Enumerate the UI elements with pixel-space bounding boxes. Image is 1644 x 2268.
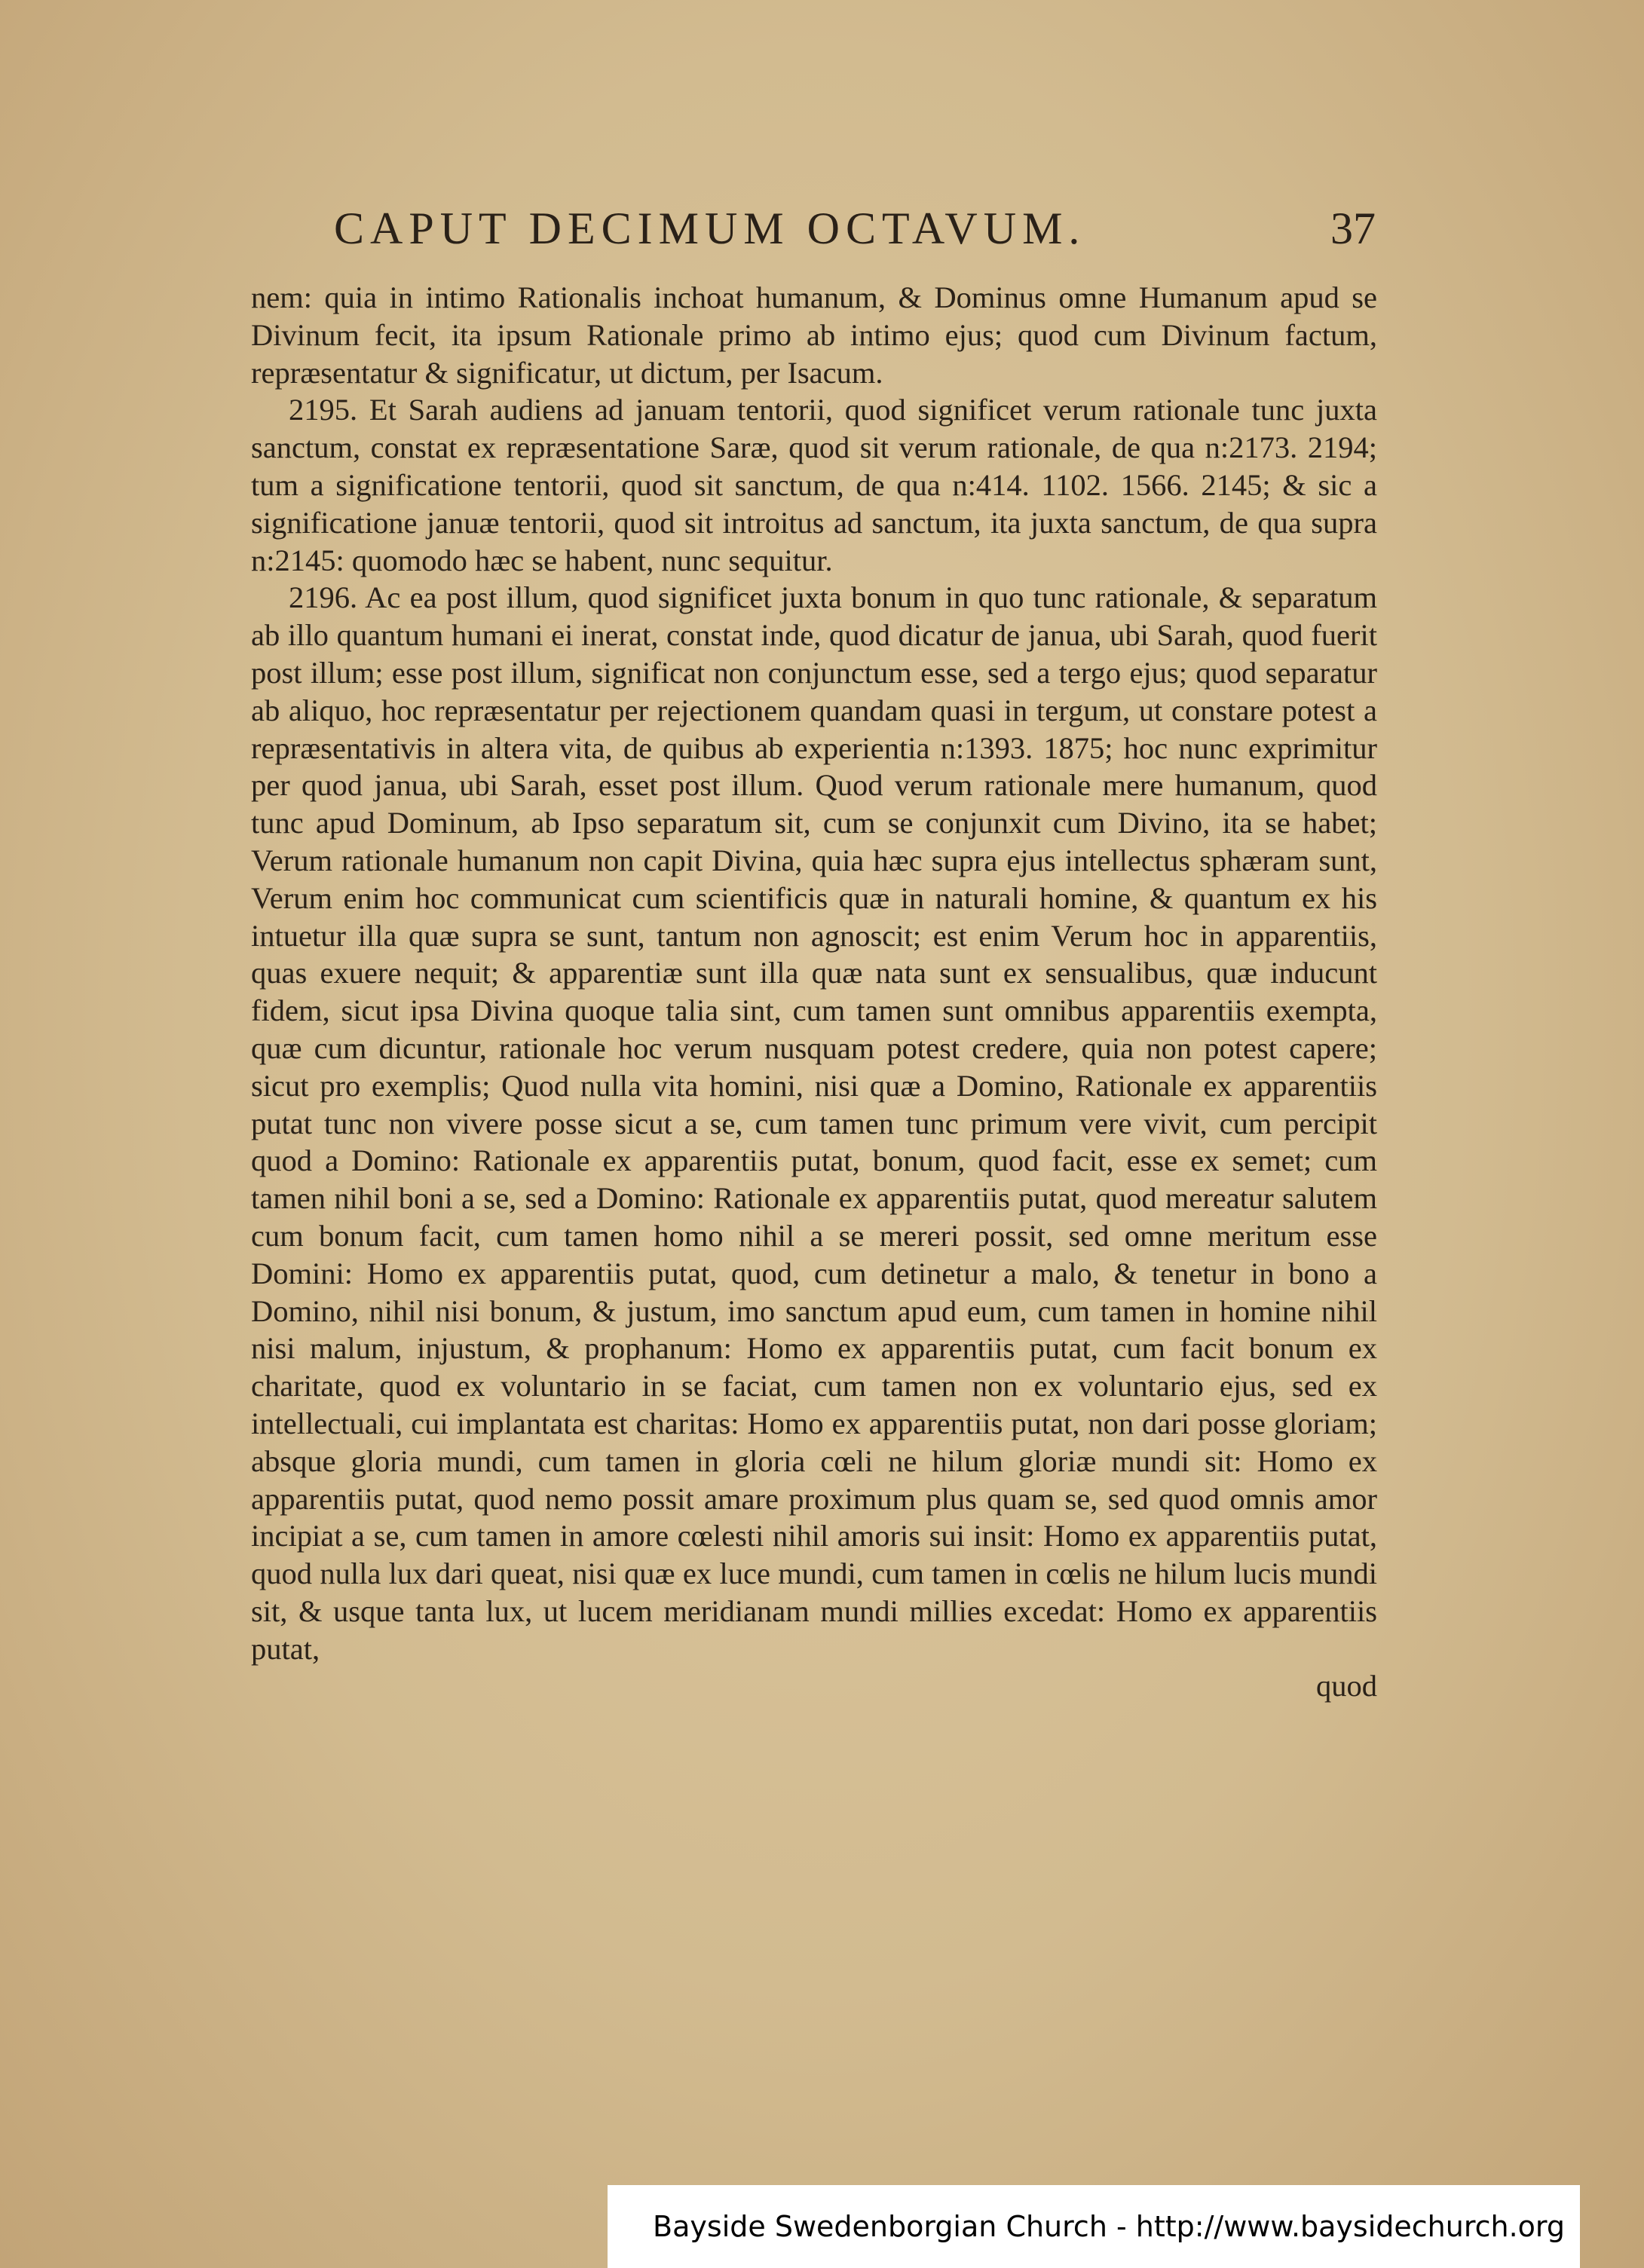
page-header [253,194,1376,262]
source-credit-text: Bayside Swedenborgian Church - http://www.baysidechurch.org [653,2210,1565,2243]
paragraph-2195: 2195. Et Sarah audiens ad januam tentorii, quod significet verum rationale tunc juxta sanctum, constat ex repræsentatione Saræ, quod sit verum rationale, de qua n:2173. 2194; tum a significatione tentorii, quod sit sanctum, de qua n:414. 1102. 1566. 2145; & sic a significatione januæ tentorii, quod sit introitus ad sanctum, ita juxta sanctum, de qua supra n:2145: quomodo hæc se habent, nunc sequitur. [251,393,1377,577]
running-title: CAPUT DECIMUM OCTAVUM. [334,204,1086,253]
catchword: quod [1316,1669,1377,1703]
page-number: 37 [1330,204,1376,253]
paragraph-2196: 2196. Ac ea post illum, quod significet juxta bonum in quo tunc rationale, & separatum ab illo quantum humani ei inerat, constat inde, quod dicatur de janua, ubi Sarah, quod fuerit post illum; esse post illum, significat non conjunctum esse, sed a tergo ejus; quod separatur ab aliquo, hoc repræsentatur per rejectionem quandam quasi in tergum, ut constare potest a repræsentativis in altera vita, de quibus ab experientia n:1393. 1875; hoc nunc exprimitur per quod janua, ubi Sarah, esset post illum. Quod verum rationale mere humanum, quod tunc apud Dominum, ab Ipso separatum sit, cum se conjunxit cum Divino, ita se habet; Verum rationale humanum non capit Divina, quia hæc supra ejus intellectus sphæram sunt, Verum enim hoc communicat cum scientificis quæ in naturali homine, & quantum ex his intuetur illa quæ supra se sunt, tantum non agnoscit; est enim Verum hoc in apparentiis, quas exuere nequit; & apparentiæ sunt illa quæ nata sunt ex sensualibus, quæ inducunt fidem, sicut ipsa Divina quoque talia sint, cum tamen sunt omnibus apparentiis exempta, quæ cum dicuntur, rationale hoc verum nusquam potest credere, quia non potest capere; sicut pro exemplis; Quod nulla vita homini, nisi quæ a Domino, Rationale ex apparentiis putat tunc non vivere posse sicut a se, cum tamen tunc primum vere vivit, cum percipit quod a Domino: Rationale ex apparentiis putat, bonum, quod facit, esse ex semet; cum tamen nihil boni a se, sed a Domino: Rationale ex apparentiis putat, quod mereatur salutem cum bonum facit, cum tamen homo nihil a se mereri possit, sed omne meritum esse Domini: Homo ex apparentiis putat, quod, cum detinetur a malo, & tenetur in bono a Domino, nihil nisi bonum, & justum, imo sanctum apud eum, cum tamen in homine nihil nisi malum, injustum, & prophanum: Homo ex apparentiis putat, cum facit bonum ex charitate, quod ex voluntario in se faciat, cum tamen non ex voluntario ejus, sed ex intellectuali, cui implantata est charitas: Homo ex apparentiis putat, non dari posse gloriam; absque gloria mundi, cum tamen in gloria cœli ne hilum gloriæ mundi sit: Homo ex apparentiis putat, quod nemo possit amare proximum plus quam se, sed quod omnis amor incipiat a se, cum tamen in amore cœlesti nihil amoris sui insit: Homo ex apparentiis putat, quod nulla lux dari queat, nisi quæ ex luce mundi, cum tamen in cœlis ne hilum lucis mundi sit, & usque tanta lux, ut lucem meridianam mundi millies excedat: Homo ex apparentiis putat, [251,580,1377,1666]
paragraph-continuation: nem: quia in intimo Rationalis inchoat humanum, & Dominus omne Humanum apud se Divinum fecit, ita ipsum Rationale primo ab intimo ejus; quod cum Divinum factum, repræsentatur & significatur, ut dictum, per Isacum. [251,280,1377,390]
body-text [251,279,1377,1705]
source-credit-banner [608,2185,1580,2268]
